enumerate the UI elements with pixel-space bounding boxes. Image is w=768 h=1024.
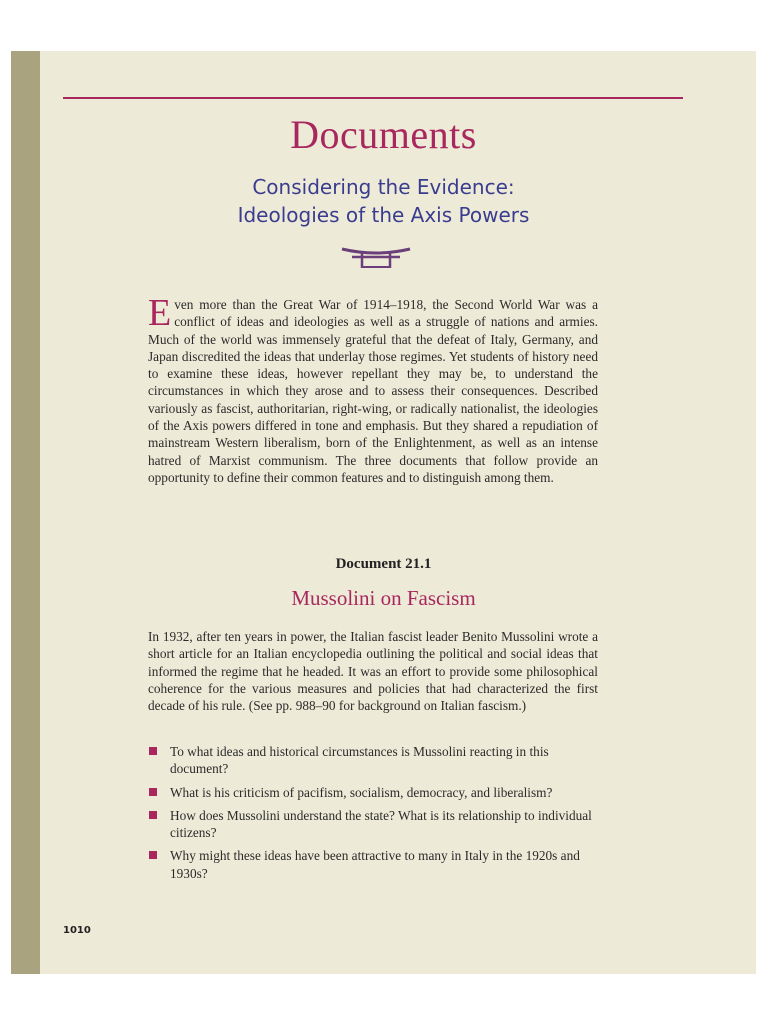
document-heading: Mussolini on Fascism: [291, 586, 476, 610]
page-number: 1010: [63, 925, 91, 936]
square-bullet-icon: [149, 851, 157, 859]
question-text: What is his criticism of pacifism, socialism, democracy, and liberalism?: [170, 784, 553, 800]
question-text: Why might these ideas have been attractive to many in Italy in the 1920s and 1930s?: [170, 848, 580, 881]
intro-text: ven more than the Great War of 1914–1918, the Second World War was a conflict of ideas and ideologies as well as a struggle of nations and armies. Much of the world was immensely grateful that the defeat of Italy, Germany, and Japan discredited the ideas that underlay those regimes. Yet students of history need to examine these ideas, however repellant they may be, to understand the circumstances in which they arose and to assess their consequences. Described variously as fascist, authoritarian, right-wing, or radically nationalist, the ideologies of the Axis powers differed in tone and emphasis. But they shared a repudiation of mainstream Western liberalism, born of the Enlightenment, as well as an intense hatred of Marxist communism. The three documents that follow provide an opportunity to define their common features and to distinguish among them.: [148, 297, 598, 485]
list-item: [148, 807, 598, 842]
subtitle-line-1: Considering the Evidence:: [252, 175, 515, 199]
square-bullet-icon: [149, 747, 157, 755]
intro-paragraph: [148, 292, 598, 486]
question-text: To what ideas and historical circumstances is Mussolini reacting in this document?: [170, 744, 549, 777]
header-rule: [63, 97, 683, 99]
document-intro-paragraph: In 1932, after ten years in power, the Italian fascist leader Benito Mussolini wrote a short article for an Italian encyclopedia outlining the political and social ideas that informed the regime that he headed. It was an effort to provide some philosophical coherence for the various measures and policies that had characterized the first decade of his rule. (See pp. 988–90 for background on Italian fascism.): [148, 629, 598, 714]
torii-ornament-icon: [340, 243, 412, 269]
question-text: How does Mussolini understand the state? What is its relationship to individual citizens?: [170, 807, 592, 841]
section-subtitle: [11, 173, 756, 229]
square-bullet-icon: [149, 811, 157, 819]
subtitle-line-2: Ideologies of the Axis Powers: [237, 203, 530, 227]
drop-cap: E: [148, 292, 172, 334]
list-item: [148, 743, 598, 778]
section-title: Documents: [290, 112, 477, 157]
square-bullet-icon: [149, 788, 157, 796]
question-list: [148, 743, 598, 888]
document-label: Document 21.1: [335, 556, 432, 572]
list-item: [148, 847, 598, 882]
book-page: [11, 51, 756, 974]
list-item: [148, 784, 598, 801]
